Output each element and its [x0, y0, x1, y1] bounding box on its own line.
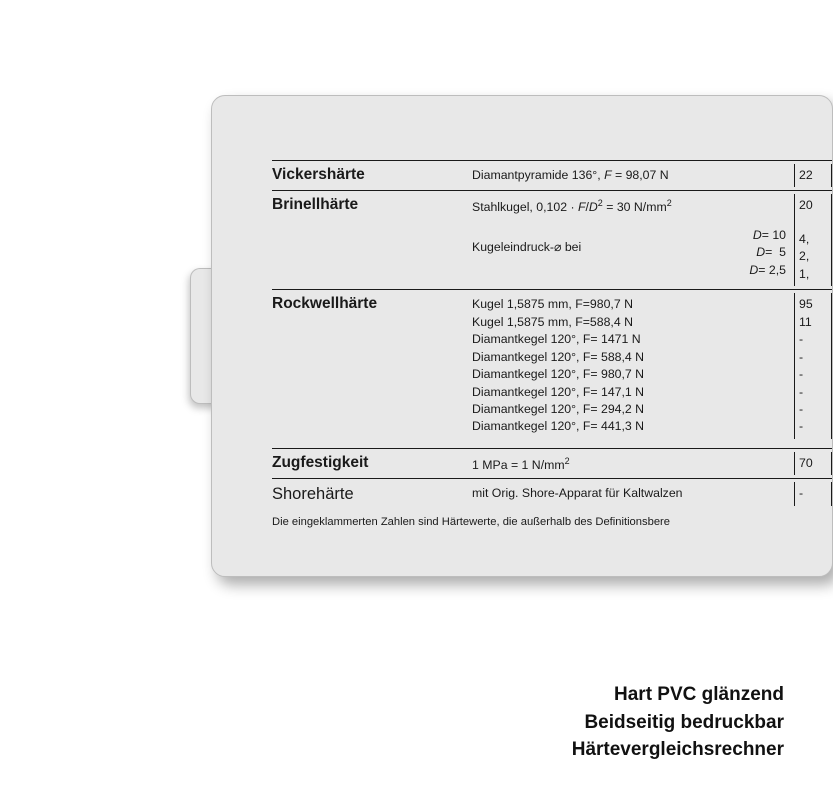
value-cell: 2, [799, 249, 810, 264]
row-desc-vickers: Diamantpyramide 136°, F = 98,07 N [472, 168, 669, 182]
value-cell: - [799, 401, 804, 416]
row-label-brinell: Brinellhärte [272, 196, 359, 214]
row-desc-shore: mit Orig. Shore-Apparat für Kaltwalzen [472, 486, 683, 501]
hardness-table [272, 160, 832, 509]
caption-line-1: Hart PVC glänzend [614, 684, 784, 706]
rockwell-line: Diamantkegel 120°, F= 1471 N [472, 332, 641, 347]
rockwell-line: Kugel 1,5875 mm, F=980,7 N [472, 297, 633, 312]
row-desc-tensile-strength: 1 MPa = 1 $N/mm^2$ [472, 455, 570, 472]
value-cell: - [799, 367, 804, 382]
rockwell-line: Diamantkegel 120°, F= 980,7 N [472, 367, 645, 382]
row-values-shore [794, 482, 832, 505]
value-cell: - [799, 332, 804, 347]
row-desc-rockwell [472, 293, 794, 436]
value-cell: 20 [799, 198, 813, 213]
table-row-vickers [272, 160, 832, 190]
row-values-rockwell [794, 293, 832, 439]
value-cell: - [799, 486, 804, 501]
caption-line-2: Beidseitig bedruckbar [584, 711, 784, 733]
rockwell-line: Kugel 1,5875 mm, F=588,4 N [472, 314, 633, 329]
rockwell-line: Diamantkegel 120°, F= 294,2 N [472, 401, 645, 416]
table-footnote: Die eingeklammerten Zahlen sind Härtewerte, die außerhalb des Definitionsbere [272, 516, 670, 528]
value-cell: - [799, 349, 804, 364]
value-cell: 95 [799, 297, 813, 312]
row-label-tensile-strength: Zugfestigkeit [272, 453, 369, 471]
table-row-shore [272, 478, 832, 508]
row-label-vickers: Vickershärte [272, 166, 365, 183]
rockwell-line: Diamantkegel 120°, F= 588,4 N [472, 349, 645, 364]
row-label-rockwell: Rockwellhärte [272, 295, 378, 313]
hardness-conversion-card [211, 95, 833, 577]
row-values-vickers [794, 164, 832, 187]
product-caption [572, 681, 784, 764]
rockwell-line: Diamantkegel 120°, F= 147,1 N [472, 384, 645, 399]
value-cell: 22 [799, 168, 813, 182]
brinell-diameter-list: D= 10 D= 5 D= 2,5 [749, 228, 786, 277]
row-desc-brinell-indent: Kugeleindruck-⌀ bei [472, 240, 582, 254]
table-row-brinell [272, 190, 832, 289]
table-row-tensile-strength [272, 448, 832, 478]
caption-line-3: Härtevergleichsrechner [571, 739, 784, 761]
row-values-tensile-strength [794, 452, 832, 475]
rockwell-line: Diamantkegel 120°, F= 441,3 N [472, 419, 645, 434]
table-row-rockwell [272, 289, 832, 442]
value-cell: - [799, 419, 804, 434]
value-cell: 1, [799, 266, 810, 281]
row-desc-brinell: Stahlkugel, $0,102 \cdot F/D^2 = 30$ $N/mm^2$ Kugeleindruck-⌀ bei D= 10 D= 5 D= 2,5 [472, 194, 794, 279]
value-cell: - [799, 384, 804, 399]
row-values-brinell [794, 194, 832, 286]
value-cell: 11 [799, 314, 812, 329]
row-label-shore: Shorehärte [272, 485, 354, 504]
value-cell: 70 [799, 455, 813, 470]
value-cell: 4, [799, 231, 810, 246]
